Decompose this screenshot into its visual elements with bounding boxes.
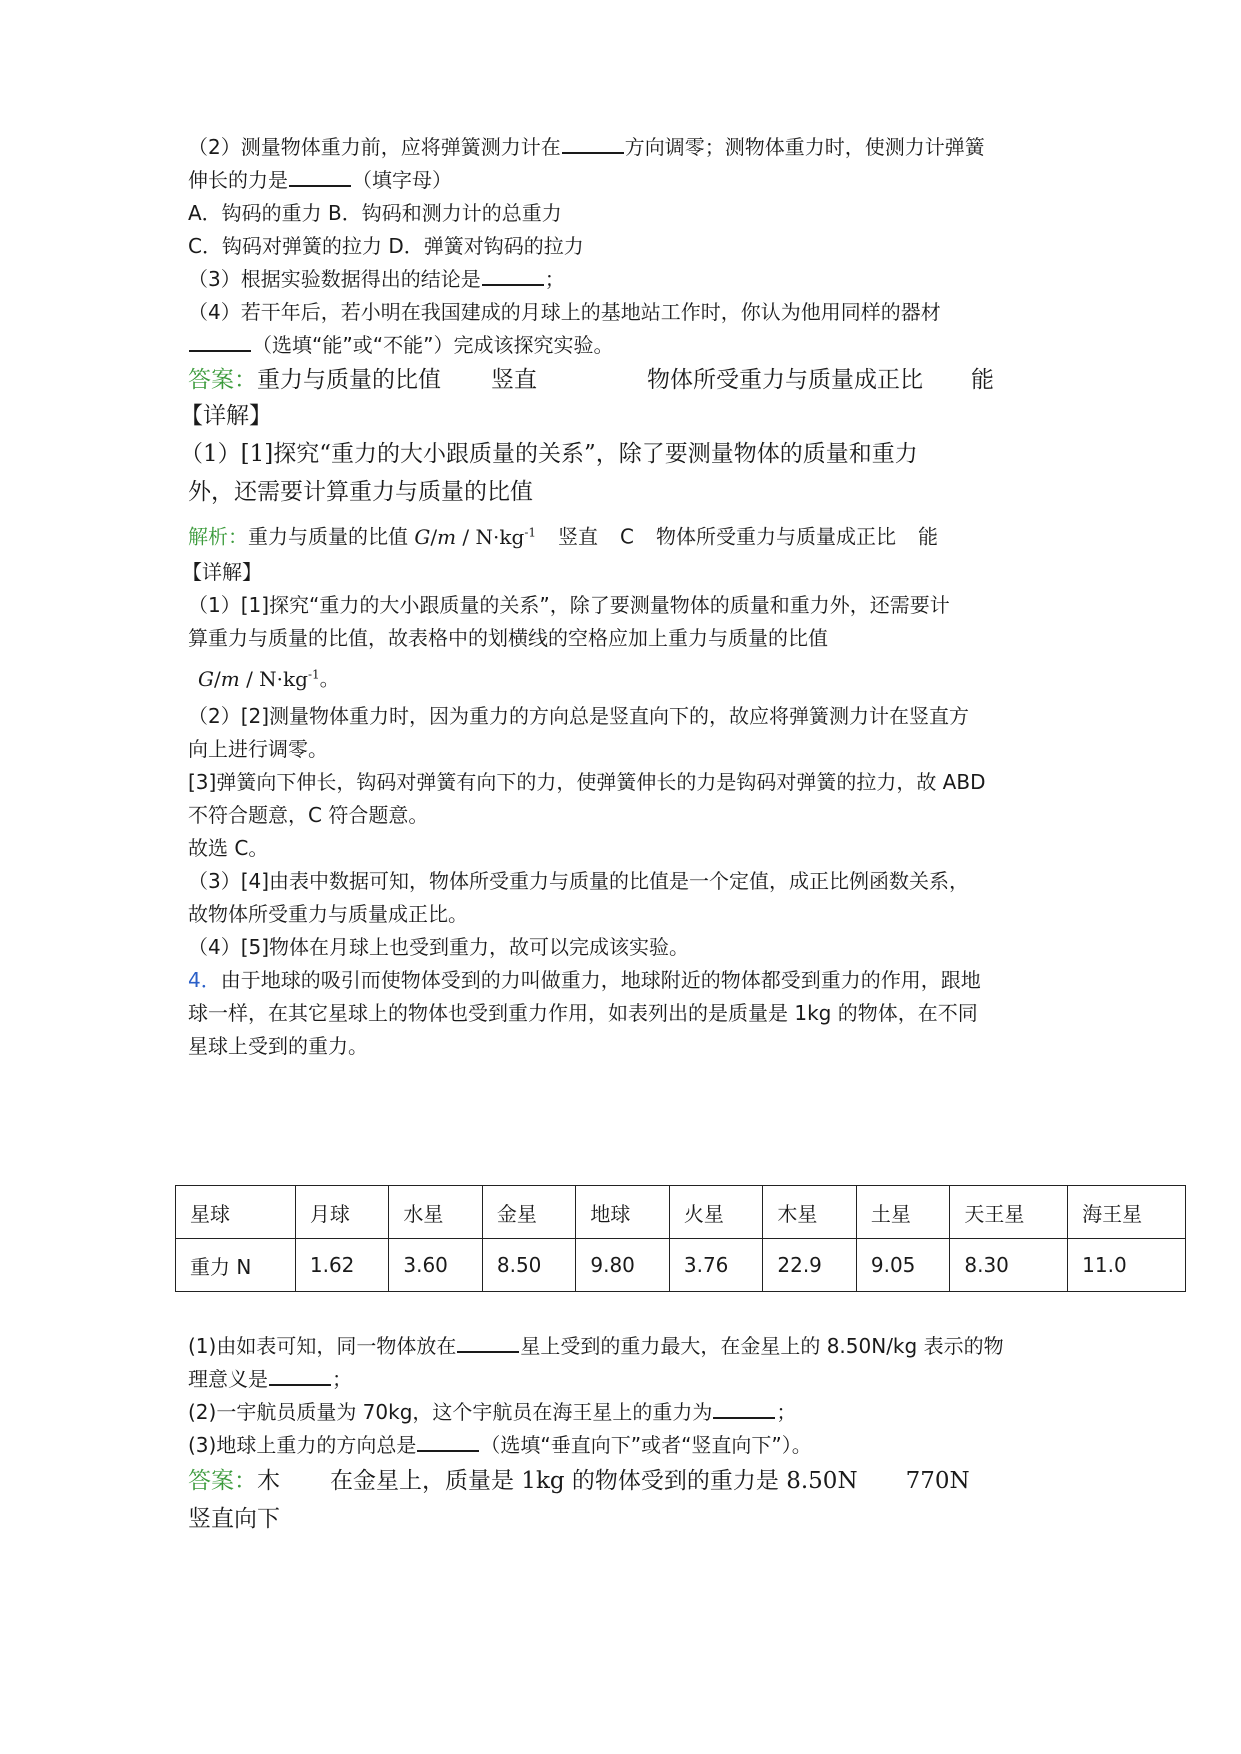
analysis-label: 解析： <box>188 524 248 549</box>
text: (2)一宇航员质量为 70kg，这个宇航员在海王星上的重力为 <box>188 1400 713 1424</box>
question-4-part-2 <box>188 1398 796 1426</box>
table-cell: 月球 <box>295 1186 389 1239</box>
formula-exponent: -1 <box>307 667 320 681</box>
detail-title: 【详解】 <box>180 403 272 429</box>
question-4-stem-line-2: 球一样，在其它星球上的物体也受到重力作用，如表列出的是质量是 1kg 的物体，在不同 <box>188 1001 978 1025</box>
answer-blank <box>457 1333 519 1353</box>
formula-slash: / <box>213 666 221 691</box>
answer-label: 答案： <box>188 367 257 393</box>
detail-line: （4）[5]物体在月球上也受到重力，故可以完成该实验。 <box>188 935 690 959</box>
answer-blank <box>289 167 351 187</box>
formula-unit: N·kg <box>475 524 525 549</box>
formula-g: G <box>414 524 431 549</box>
answer-label: 答案： <box>188 1468 257 1494</box>
answer-blank <box>482 266 544 286</box>
table-row <box>176 1239 1186 1292</box>
question-4-part-1-line-2 <box>188 1365 352 1393</box>
table-cell: 1.62 <box>295 1239 389 1292</box>
text: （3）根据实验数据得出的结论是 <box>188 267 481 291</box>
answer-blank <box>269 1366 331 1386</box>
detail-formula-line <box>198 660 340 693</box>
answer-value: 770N <box>905 1468 970 1494</box>
detail-line: 向上进行调零。 <box>188 737 328 761</box>
table-cell: 重力 N <box>176 1239 296 1292</box>
formula-exponent: -1 <box>524 525 537 539</box>
question-3-line <box>188 265 565 293</box>
question-number: 4． <box>188 968 221 992</box>
text: （选填“垂直向下”或者“竖直向下”）。 <box>480 1433 812 1457</box>
answer-line-1 <box>188 364 994 396</box>
text: 竖直 <box>558 524 599 549</box>
option-a-b: A．钩码的重力 B．钩码和测力计的总重力 <box>188 201 562 225</box>
text: ； <box>544 267 565 291</box>
formula-slash: / <box>430 524 438 549</box>
question-2-line-1 <box>188 133 985 161</box>
answer-blank <box>189 332 251 352</box>
text: ； <box>776 1400 797 1424</box>
table-cell: 地球 <box>576 1186 670 1239</box>
detail-line: [3]弹簧向下伸长，钩码对弹簧有向下的力，使弹簧伸长的力是钩码对弹簧的拉力，故 ABD <box>188 770 986 794</box>
table-cell: 土星 <box>856 1186 950 1239</box>
table-cell: 8.30 <box>950 1239 1068 1292</box>
text: 星上受到的重力最大，在金星上的 8.50N/kg 表示的物 <box>520 1334 1004 1358</box>
formula-unit: N·kg <box>259 666 308 691</box>
table-cell: 3.60 <box>389 1239 483 1292</box>
text: 理意义是 <box>188 1367 268 1391</box>
table-cell: 星球 <box>176 1186 296 1239</box>
table-cell: 木星 <box>763 1186 857 1239</box>
answer-blank <box>562 134 624 154</box>
text: 物体所受重力与质量成正比 <box>655 524 896 549</box>
table-header-row <box>176 1186 1186 1239</box>
formula-slash: / <box>462 524 470 549</box>
question-4-stem-line-1 <box>188 966 981 994</box>
formula-g: G <box>198 666 214 691</box>
detail-line: 故物体所受重力与质量成正比。 <box>188 902 468 926</box>
table-cell: 8.50 <box>482 1239 576 1292</box>
table-cell: 天王星 <box>950 1186 1068 1239</box>
text: （选填“能”或“不能”）完成该探究实验。 <box>252 333 614 357</box>
text: 重力与质量的比值 <box>248 524 408 549</box>
detail-line: （3）[4]由表中数据可知，物体所受重力与质量的比值是一个定值，成正比例函数关系， <box>188 869 970 893</box>
text: 能 <box>917 524 938 549</box>
answer-value: 能 <box>971 367 994 393</box>
question-4-part-3 <box>188 1431 812 1459</box>
question-4-line-1: （4）若干年后，若小明在我国建成的月球上的基地站工作时，你认为他用同样的器材 <box>188 300 941 324</box>
table-cell: 22.9 <box>763 1239 857 1292</box>
option-c-d: C．钩码对弹簧的拉力 D．弹簧对钩码的拉力 <box>188 234 584 258</box>
answer-value: 重力与质量的比值 <box>257 367 441 393</box>
detail-line: 外，还需要计算重力与质量的比值 <box>188 479 533 505</box>
formula-m: m <box>437 524 457 549</box>
answer-value: 物体所受重力与质量成正比 <box>647 367 923 393</box>
text: (1)由如表可知，同一物体放在 <box>188 1334 457 1358</box>
detail-line: 算重力与质量的比值，故表格中的划横线的空格应加上重力与质量的比值 <box>188 626 828 650</box>
detail-line: （2）[2]测量物体重力时，因为重力的方向总是竖直向下的，故应将弹簧测力计在竖直方 <box>188 704 970 728</box>
detail-line: （1）[1]探究“重力的大小跟质量的关系”，除了要测量物体的质量和重力 <box>180 441 918 467</box>
analysis-line <box>188 518 938 551</box>
detail-line: （1）[1]探究“重力的大小跟质量的关系”，除了要测量物体的质量和重力外，还需要计 <box>188 593 950 617</box>
question-4-part-1-line-1 <box>188 1332 1004 1360</box>
table-cell: 3.76 <box>669 1239 763 1292</box>
text: C <box>620 524 634 549</box>
text: ； <box>332 1367 352 1391</box>
answer-blank <box>713 1399 775 1419</box>
answer-line-2 <box>188 1465 970 1497</box>
detail-line: 不符合题意，C 符合题意。 <box>188 803 429 827</box>
question-4-line-2 <box>188 331 613 359</box>
answer-line-2-cont: 竖直向下 <box>188 1506 280 1532</box>
formula-slash: / <box>246 666 253 691</box>
table-cell: 11.0 <box>1068 1239 1186 1292</box>
detail-line: 故选 C。 <box>188 836 269 860</box>
detail-title: 【详解】 <box>182 560 262 584</box>
question-2-line-2 <box>188 166 452 194</box>
table-cell: 金星 <box>482 1186 576 1239</box>
answer-value: 在金星上，质量是 1kg 的物体受到的重力是 8.50N <box>330 1468 858 1494</box>
table-cell: 海王星 <box>1068 1186 1186 1239</box>
answer-value: 木 <box>257 1468 280 1494</box>
table-cell: 9.05 <box>856 1239 950 1292</box>
formula <box>414 525 536 549</box>
text: 方向调零；测物体重力时，使测力计弹簧 <box>624 135 985 159</box>
text: 由于地球的吸引而使物体受到的力叫做重力，地球附近的物体都受到重力的作用，跟地 <box>220 968 981 992</box>
table-cell: 9.80 <box>576 1239 670 1292</box>
table-cell: 火星 <box>669 1186 763 1239</box>
answer-blank <box>417 1432 479 1452</box>
text: 。 <box>319 666 340 691</box>
text: （填字母） <box>352 168 452 192</box>
text: （2）测量物体重力前，应将弹簧测力计在 <box>188 135 561 159</box>
table-cell: 水星 <box>389 1186 483 1239</box>
planet-gravity-table <box>175 1185 1186 1292</box>
text: 伸长的力是 <box>188 168 288 192</box>
text: (3)地球上重力的方向总是 <box>188 1433 417 1457</box>
answer-value: 竖直 <box>491 367 537 393</box>
formula <box>198 667 320 691</box>
question-4-stem-line-3: 星球上受到的重力。 <box>188 1034 368 1058</box>
formula-m: m <box>220 666 240 691</box>
